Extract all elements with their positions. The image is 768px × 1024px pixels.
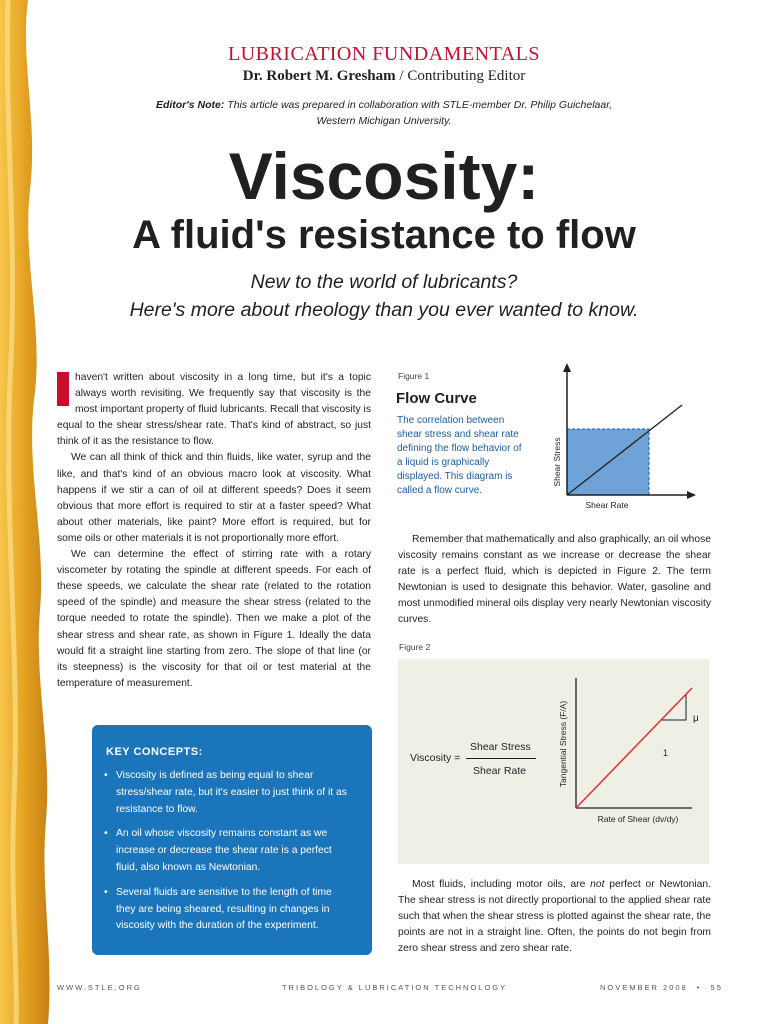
author-role: / Contributing Editor — [395, 68, 526, 84]
equation-fraction-bar — [466, 758, 536, 759]
footer-separator: • — [696, 983, 702, 992]
article-subtitle: A fluid's resistance to flow — [132, 213, 636, 257]
body-paragraph: Most fluids, including motor oils, are not perfect or Newtonian. The shear stress is not directly proportional to the applied shear rate such that when the shear stress is plotted against the shear rate, the points are not in a straight line. Often, the points do not begin from zero shear stress and zero shear rate. — [398, 879, 711, 955]
author-name: Dr. Robert M. Gresham — [242, 68, 396, 84]
editor-note-text: This article was prepared in collaboration with STLE-member Dr. Philip Guichelaar, — [224, 99, 613, 111]
key-concepts-heading: KEY CONCEPTS: — [106, 746, 203, 758]
equation-lhs: Viscosity = — [410, 752, 461, 764]
drop-cap-i — [57, 372, 69, 406]
figure-1-caption: The correlation between shear stress and shear rate defining the flow behavior of a liquid is graphically displayed. This diagram is called a flow curve. — [397, 415, 522, 496]
body-paragraph: We can all think of thick and thin fluids, like water, syrup and the like, and that's kind of an obvious macro look at viscosity. What happens if we stir a can of oil at different speeds? Does it seem obvious that more effort is required to stir at a faster speed? What about other materials, like paint? More effort is required, but for some oils or other materials it is not proportionally more effort. — [57, 452, 371, 544]
key-concept-item: • Viscosity is defined as being equal to shear stress/shear rate, but it's easier to just think of it as resistance to flow. — [104, 770, 347, 815]
body-paragraph: We can determine the effect of stirring rate with a rotary viscometer by rotating the spindle at different speeds. For each of these speeds, we calculate the shear rate (related to the rotation speed of the spindle) and measure the shear stress (related to the torque needed to rotate the spindle). Then we make a plot of the shear stress and shear rate, as shown in Figure 1. Ideally the data would fit a straight line starting from zero. The slope of that line (or its steepness) is the viscosity for that oil or test material at the temperature of measurement. — [57, 549, 371, 689]
article-title: Viscosity: — [228, 139, 540, 213]
key-concept-item: • Several fluids are sensitive to the length of time they are being sheared, resulting in changes in viscosity with the duration of the experiment. — [104, 886, 332, 932]
slope-run-label: 1 — [663, 748, 669, 758]
footer-date: NOVEMBER 2008 — [600, 983, 688, 992]
figure-2-newtonian-chart — [552, 670, 708, 830]
figure-1-flow-curve — [540, 360, 700, 515]
figure-2-xlabel: Rate of Shear (dv/dy) — [597, 814, 679, 824]
body-right-column-bottom — [398, 877, 711, 957]
figure-1-ylabel: Shear Stress — [552, 437, 562, 487]
figure-1-label: Figure 1 — [398, 371, 430, 381]
y-axis-arrow — [563, 363, 571, 372]
figure-1-xlabel: Shear Rate — [585, 500, 629, 510]
newtonian-line — [576, 688, 692, 808]
key-concepts-box — [92, 725, 372, 955]
equation-numerator: Shear Stress — [470, 741, 531, 753]
article-deck — [0, 268, 768, 324]
footer-issue — [600, 983, 723, 992]
editor-note-label: Editor's Note: — [155, 99, 225, 111]
byline — [0, 68, 768, 85]
footer-url: WWW.STLE.ORG — [57, 983, 142, 992]
footer-publication: TRIBOLOGY & LUBRICATION TECHNOLOGY — [282, 983, 508, 992]
key-concepts-list — [104, 768, 354, 943]
body-right-column-top — [398, 532, 711, 629]
deck-line-1: New to the world of lubricants? — [250, 271, 518, 293]
deck-line-2: Here's more about rheology than you ever wanted to know. — [129, 299, 639, 321]
body-paragraph: haven't written about viscosity in a long time, but it's a topic always worth revisiting. We frequently say that viscosity is the most important property of fluid lubricants. Recall that viscosity is equal to the shear stress/shear rate. That's kind of abstract, so just think of it as the resistance to flow. — [57, 372, 371, 448]
figure-2-label: Figure 2 — [399, 642, 431, 652]
x-axis-arrow — [687, 491, 696, 499]
body-paragraph: Remember that mathematically and also graphically, an oil whose viscosity remains constant as we increase or decrease the shear rate is a perfect fluid, which is depicted in Figure 2. The term Newtonian is used to designate this behavior. Water, gasoline and most unmodified mineral oils display very nearly Newtonian viscosity curves. — [398, 534, 711, 626]
figure-2-ylabel: Tangential Stress (F/A) — [558, 700, 568, 788]
slope-mu-label: μ — [693, 713, 699, 724]
editor-note-line2: Western Michigan University. — [316, 115, 452, 127]
page-number: 55 — [710, 983, 723, 992]
section-kicker: LUBRICATION FUNDAMENTALS — [227, 43, 541, 65]
equation-denominator: Shear Rate — [473, 765, 527, 777]
figure-1-title: Flow Curve — [396, 390, 477, 407]
editor-note — [0, 97, 768, 129]
key-concept-item: • An oil whose viscosity remains constant as we increase or decrease the shear rate is a perfect fluid, also known as Newtonian. — [104, 828, 332, 873]
emphasis-not: not — [590, 879, 605, 890]
body-left-column — [57, 370, 371, 692]
